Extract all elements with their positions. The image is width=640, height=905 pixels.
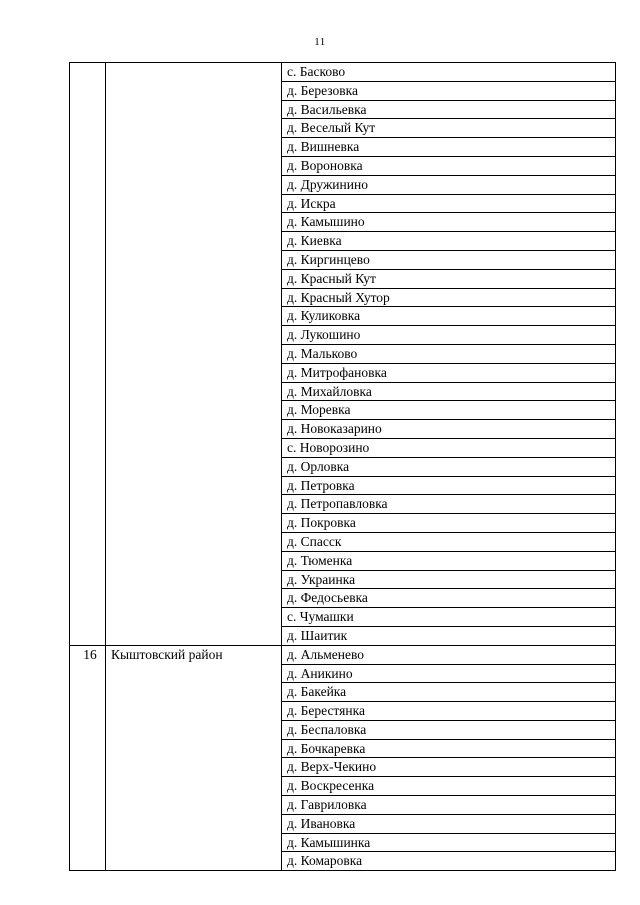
settlement-name: д. Воскресенка (282, 777, 616, 796)
settlement-name: д. Альменево (282, 645, 616, 664)
settlement-name: д. Верх-Чекино (282, 758, 616, 777)
settlement-name: д. Дружинино (282, 175, 616, 194)
settlement-name: с. Новорозино (282, 438, 616, 457)
district-name: Кыштовский район (106, 645, 282, 871)
settlement-name: д. Моревка (282, 401, 616, 420)
page-number: 11 (314, 36, 326, 48)
settlement-name: д. Украинка (282, 570, 616, 589)
settlement-name: д. Петровка (282, 476, 616, 495)
settlement-name: д. Мальково (282, 344, 616, 363)
settlement-name: д. Михайловка (282, 382, 616, 401)
settlement-name: д. Киевка (282, 232, 616, 251)
settlement-name: д. Искра (282, 194, 616, 213)
table-row (70, 645, 616, 664)
settlement-name: д. Бакейка (282, 683, 616, 702)
settlement-name: д. Спасск (282, 532, 616, 551)
settlement-name: д. Куликовка (282, 307, 616, 326)
settlement-name: д. Камышино (282, 213, 616, 232)
district-name (106, 63, 282, 646)
settlement-name: д. Шаитик (282, 626, 616, 645)
settlement-name: с. Чумашки (282, 608, 616, 627)
settlement-name: д. Камышинка (282, 833, 616, 852)
district-number (70, 63, 106, 646)
settlement-name: д. Аникино (282, 664, 616, 683)
settlement-name: д. Красный Хутор (282, 288, 616, 307)
settlement-name: д. Веселый Кут (282, 119, 616, 138)
settlement-name: д. Митрофановка (282, 363, 616, 382)
settlement-name: д. Орловка (282, 457, 616, 476)
settlement-name: д. Петропавловка (282, 495, 616, 514)
settlement-name: д. Покровка (282, 514, 616, 533)
settlement-name: д. Вороновка (282, 156, 616, 175)
settlement-name: д. Новоказарино (282, 420, 616, 439)
table-row (70, 63, 616, 82)
settlement-name: д. Березовка (282, 81, 616, 100)
settlement-name: д. Васильевка (282, 100, 616, 119)
settlement-name: с. Басково (282, 63, 616, 82)
settlement-name: д. Бочкаревка (282, 739, 616, 758)
settlements-table (69, 62, 616, 871)
settlement-name: д. Берестянка (282, 702, 616, 721)
district-number: 16 (70, 645, 106, 871)
settlement-name: д. Красный Кут (282, 269, 616, 288)
settlement-name: д. Тюменка (282, 551, 616, 570)
settlement-name: д. Вишневка (282, 138, 616, 157)
settlement-name: д. Гавриловка (282, 796, 616, 815)
settlement-name: д. Беспаловка (282, 720, 616, 739)
settlement-name: д. Комаровка (282, 852, 616, 871)
settlement-name: д. Ивановка (282, 814, 616, 833)
settlement-name: д. Киргинцево (282, 250, 616, 269)
settlement-name: д. Федосьевка (282, 589, 616, 608)
settlement-name: д. Лукошино (282, 326, 616, 345)
